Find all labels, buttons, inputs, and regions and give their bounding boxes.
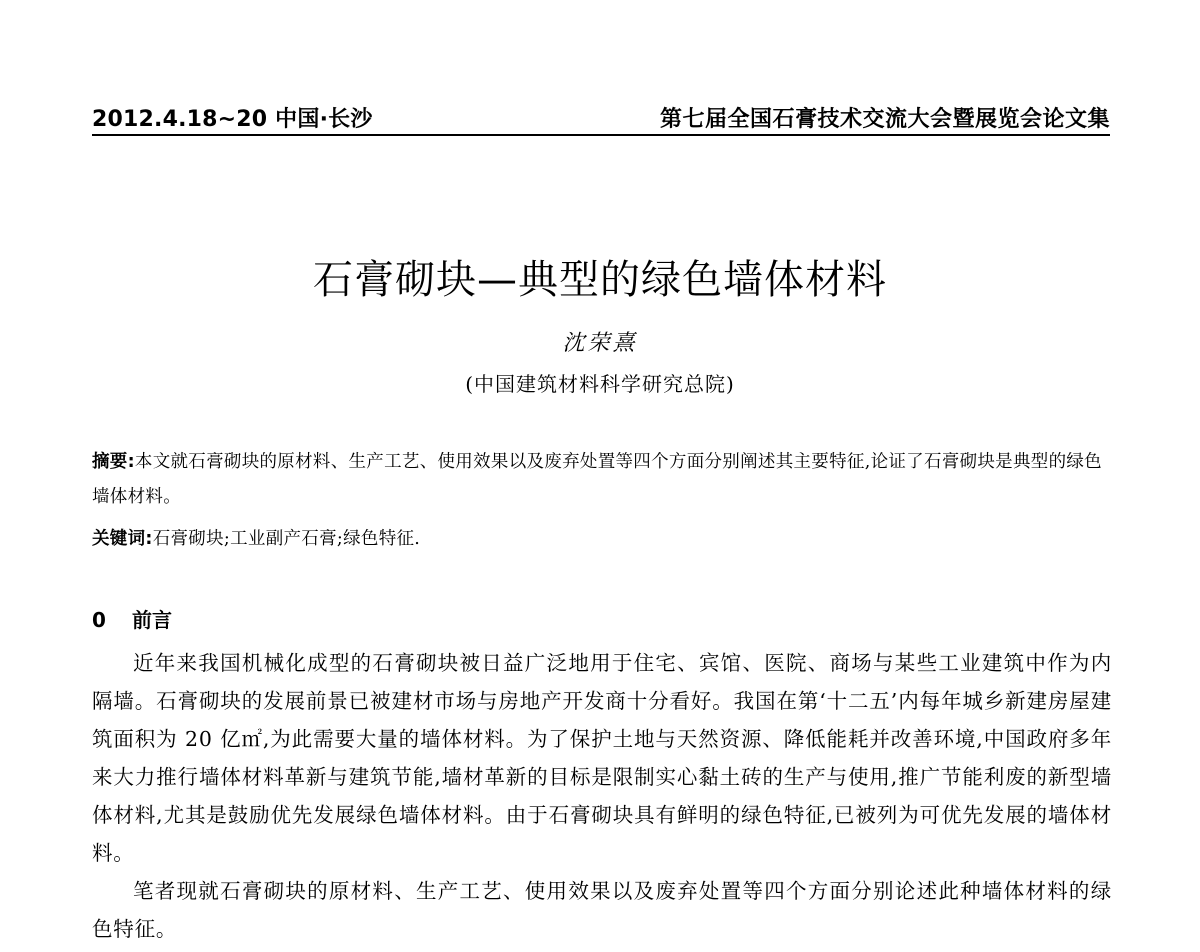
article-affiliation: (中国建筑材料科学研究总院) [465,372,735,396]
keywords-label: 关键词: [92,529,153,549]
abstract-label: 摘要: [92,452,135,472]
section-heading [92,604,172,633]
section-title: 前言 [132,608,172,632]
paragraph: 笔者现就石膏砌块的原材料、生产工艺、使用效果以及废弃处置等四个方面分别论述此种墙体材料的绿色特征。 [92,879,1112,941]
abstract-text: 本文就石膏砌块的原材料、生产工艺、使用效果以及废弃处置等四个方面分别阐述其主要特征,论证了石膏砌块是典型的绿色墙体材料。 [92,452,1102,507]
keywords [92,524,1112,554]
section-number: 0 [92,608,106,632]
body-text [92,644,1112,948]
running-header [92,98,1110,136]
header-proceedings-title: 第七届全国石膏技术交流大会暨展览会论文集 [659,107,1110,132]
abstract [92,445,1112,515]
paragraph: 近年来我国机械化成型的石膏砌块被日益广泛地用于住宅、宾馆、医院、商场与某些工业建筑中作为内隔墙。石膏砌块的发展前景已被建材市场与房地产开发商十分看好。我国在第‘十二五’内每年城乡新建房屋建筑面积为 20 亿㎡,为此需要大量的墙体材料。为了保护土地与天然资源、降低能耗并改善环境,中国政府多年来大力推行墙体材料革新与建筑节能,墙材革新的目标是限制实心黏土砖的生产与使用,推广节能利废的新型墙体材料,尤其是鼓励优先发展绿色墙体材料。由于石膏砌块具有鲜明的绿色特征,已被列为可优先发展的墙体材料。 [92,651,1112,865]
article-title: 石膏砌块—典型的绿色墙体材料 [313,257,887,303]
keywords-text: 石膏砌块;工业副产石膏;绿色特征. [152,529,421,549]
article-author: 沈荣熹 [562,331,638,356]
header-date-location: 2012.4.18~20 中国·长沙 [92,107,373,132]
